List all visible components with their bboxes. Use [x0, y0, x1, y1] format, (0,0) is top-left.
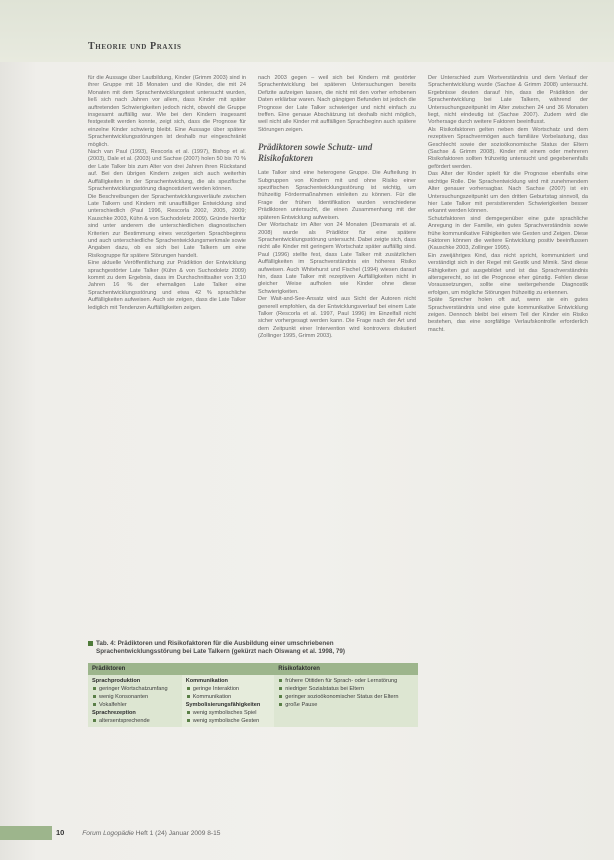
- table-list-item: geringer sozioökonomischer Status der Eltern: [278, 693, 414, 701]
- predictors-table: [88, 663, 418, 727]
- paragraph: Die Beschreibungen der Sprachentwicklungsverläufe zwischen Late Talkern und Kindern mit unauffälliger Entwicklung sind unterschiedlich (Paul 1996, Rescorla 2002, 2005, 2009; Kauschke 2003, Kühn & von Suchodoletz 2009). Gründe hierfür sind unter anderem die unterschiedlichen diagnostischen Kriterien zur Bestimmung eines verzögerten Sprachbeginns und auch unterschiedliche Sprachentwicklungsmerkmale sowie Angaben dazu, ob es sich bei Late Talkern um eine Risikogruppe für spätere Störungen handelt.: [88, 193, 246, 259]
- text-column-3: [428, 75, 588, 827]
- paragraph: Der Wortschatz im Alter von 24 Monaten (Desmarais et al. 2008) wurde als Prädiktor für eine spätere Sprachentwicklungsstörung untersucht. Dabei zeigte sich, dass nicht alle Kinder mit geringem Wortschatz später auffällig sind. Paul (1996) stellte fest, dass Late Talker mit zusätzlichen Auffälligkeiten im Sprachverständnis ein höheres Risiko aufweisen. Auch Whitehurst und Fischel (1994) wiesen darauf hin, dass Late Talker mit rezeptiven Auffälligkeiten nicht in gleicher Weise aufholen wie Kinder ohne diese Schwierigkeiten.: [258, 222, 416, 295]
- table-caption: [88, 640, 418, 657]
- paragraph: Der Unterschied zum Wortverständnis und dem Verlauf der Sprachentwicklung wurde (Sachse & Grimm 2008) untersucht. Ergebnisse deuten darauf hin, dass die Prädiktion der Sprachentwicklung bei Late Talkern, während der Untersuchungszeitpunkt im Alter zwischen 24 und 36 Monaten liegt, nicht eindeutig ist (Sachse 2007). Zudem wird die Vorhersage durch weitere Faktoren beeinflusst.: [428, 75, 588, 126]
- caption-marker-icon: [88, 641, 93, 646]
- table-group-label: Sprachproduktion: [92, 677, 141, 684]
- table-list-item: geringer Wortschatzumfang: [92, 685, 178, 693]
- text-column-2: [258, 75, 416, 619]
- page-number: 10: [56, 828, 65, 837]
- section-subheading: Prädiktoren sowie Schutz- und Risikofaktoren: [258, 142, 373, 164]
- header-band: [0, 0, 614, 62]
- table-list-item: Kommunikation: [186, 693, 271, 701]
- paragraph: Late Talker sind eine heterogene Gruppe. Die Aufteilung in Subgruppen von Kindern mit und ohne Risiko einer spezifischen Sprachentwicklungsstörung ist wichtig, um frühzeitig Fördermaßnahmen einleiten zu können. Für die Frage der frühen Identifikation wurden verschiedene Prädiktoren untersucht, die einen Zusammenhang mit der späteren Entwicklung aufweisen.: [258, 170, 416, 221]
- paragraph: nach 2003 gegen – weil sich bei Kindern mit gestörter Sprachentwicklung bei späteren Untersuchungen bereits Defizite aufzeigen lassen, die nicht mit den vorher erhobenen Daten erklärbar waren. Nach gängigen Befunden ist jedoch die Prognose der Late Talker schwieriger und nicht einfach zu treffen. Eine genaue Abschätzung ist deshalb nicht möglich, weil nicht alle Kinder mit auffälligen Sprachbeginn auch spätere Störungen zeigen.: [258, 75, 416, 133]
- table-header-predictors: Prädiktoren: [88, 663, 274, 675]
- table-header-risk-factors: Risikofaktoren: [274, 663, 418, 675]
- table-group-label: Sprachrezeption: [92, 709, 136, 716]
- page-range: 8-15: [207, 830, 221, 837]
- table-list-item: niedriger Sozialstatus bei Eltern: [278, 685, 414, 693]
- section-title: Theorie und Praxis: [88, 41, 182, 52]
- table-list-item: große Pause: [278, 701, 414, 709]
- table-cell-col2: [182, 675, 275, 727]
- paragraph: Schutzfaktoren sind demgegenüber eine gute sprachliche Anregung in der Familie, ein gutes Sprachverständnis sowie frühe kommunikative Fähigkeiten wie Gesten und Zeigen. Diese Faktoren können die weitere Entwicklung positiv beeinflussen (Kauschke 2003, Zollinger 1995).: [428, 215, 588, 252]
- paragraph: für die Aussage über Lautbildung, Kinder (Grimm 2003) sind in ihrer Gruppe mit 18 Monaten und die Kinder, die mit 24 Monaten mit dem Sprachentwicklungstest untersucht wurden, ließ sich nach Jahren vor allem, dass Kinder mit später auftretenden Schwierigkeiten jedoch nicht, obwohl die Gruppe insgesamt auffällig war. Wie bei den Kindern insgesamt festgestellt werden konnte, zeigt sich, dass die Prognose für einzelne Kinder schwierig bleibt. Eine Aussage über spätere Sprachentwicklungsstörungen ist deshalb nur eingeschränkt möglich.: [88, 75, 246, 148]
- page-footer: [56, 826, 588, 840]
- table-list-item: wenig symbolische Gesten: [186, 717, 271, 725]
- footer-accent-bar: [0, 826, 52, 840]
- table-cell-col1: [88, 675, 182, 727]
- table-list-item: wenig Konsonanten: [92, 693, 178, 701]
- magazine-name: Forum Logopädie: [82, 830, 134, 837]
- table-block: [88, 640, 418, 727]
- paragraph: Eine aktuelle Veröffentlichung zur Prädiktion der Entwicklung sprachgestörter Late Talker (Kühn & von Suchodoletz 2009) kommt zu dem Ergebnis, dass im Durchschnittsalter von 3;10 Jahren 16 % der ehemaligen Late Talker eine Sprachentwicklungsstörung und etwa 42 % sprachliche Auffälligkeiten aufweisen. Auch sie zeigen, dass die Late Talker lediglich mit Tendenzen Auffälligkeiten zeigen.: [88, 260, 246, 311]
- table-list-item: frühere Otitiden für Sprach- oder Lernstörung: [278, 677, 414, 685]
- paragraph: Der Wait-and-See-Ansatz wird aus Sicht der Autoren nicht generell empfohlen, da der Entwicklungsverlauf bei einem Late Talker (Rescorla et al. 1997, Paul 1996) im Einzelfall nicht sicher vorhergesagt werden kann. Die Frage nach der Art und dem Zeitpunkt einer Intervention wird kontrovers diskutiert (Zollinger 1995, Grimm 2003).: [258, 296, 416, 340]
- table-group-label: Kommunikation: [185, 677, 228, 684]
- paragraph: Späte Sprecher holen oft auf, wenn sie ein gutes Sprachverständnis und eine gute kommunikative Entwicklung zeigen. Dennoch bleibt bei einem Teil der Kinder ein Risiko bestehen, das eine sorgfältige Verlaufskontrolle erforderlich macht.: [428, 297, 588, 333]
- table-list-item: wenig symbolisches Spiel: [186, 709, 271, 717]
- table-list-item: geringe Interaktion: [186, 685, 271, 693]
- table-list-item: altersentsprechende: [92, 717, 178, 725]
- paragraph: Als Risikofaktoren gelten neben dem Wortschatz und dem rezeptiven Sprachvermögen auch familiäre Vorbelastung, das Geschlecht sowie der sozioökonomische Status der Eltern (Sachse & Grimm 2008). Kinder mit einem oder mehreren Risikofaktoren sollten frühzeitig untersucht und gegebenenfalls gefördert werden.: [428, 126, 588, 170]
- paragraph: Nach van Paul (1993), Rescorla et al. (1997), Bishop et al. (2003), Dale et al. (2003) und Sachse (2007) holen 50 bis 70 % der Late Talker bis zum Alter von drei Jahren ihren Rückstand auf. Bei den übrigen Kindern zeigen sich auch weiterhin Auffälligkeiten in der Sprachentwicklung, die als spezifische Sprachentwicklungsstörung diagnostiziert werden können.: [88, 149, 246, 193]
- table-group-label: Symbolisierungsfähigkeiten: [185, 701, 261, 708]
- table-list-item: Vokalfehler: [92, 701, 178, 709]
- issue-info: Heft 1 (24) Januar 2009: [135, 830, 206, 837]
- table-caption-text: Prädiktoren und Risikofaktoren für die Ausbildung einer umschriebenen Sprachentwicklungsstörung bei Late Talkern (gekürzt nach Olswang et al. 1998, 79): [96, 640, 346, 656]
- table-cell-col3: [274, 675, 418, 727]
- text-column-1: [88, 75, 246, 619]
- paragraph: Das Alter der Kinder spielt für die Prognose ebenfalls eine wichtige Rolle. Die Sprachentwicklung wird mit zunehmendem Alter genauer vorhersagbar. Nach Sachse (2007) ist ein Untersuchungszeitpunkt um den dritten Geburtstag sinnvoll, da hier Late Talker mit persistierenden Schwierigkeiten besser erkannt werden können.: [428, 171, 588, 215]
- table-caption-prefix: Tab. 4:: [96, 640, 116, 647]
- paragraph: Ein zweijähriges Kind, das nicht spricht, kommuniziert und verständigt sich in der Regel mit Gestik und Mimik. Sind diese Fähigkeiten gut ausgebildet und ist das Sprachverständnis altersgerecht, so ist die Prognose eher günstig. Fehlen diese Voraussetzungen, sollte eine weitergehende Diagnostik erfolgen, um mögliche Störungen frühzeitig zu erkennen.: [428, 252, 588, 296]
